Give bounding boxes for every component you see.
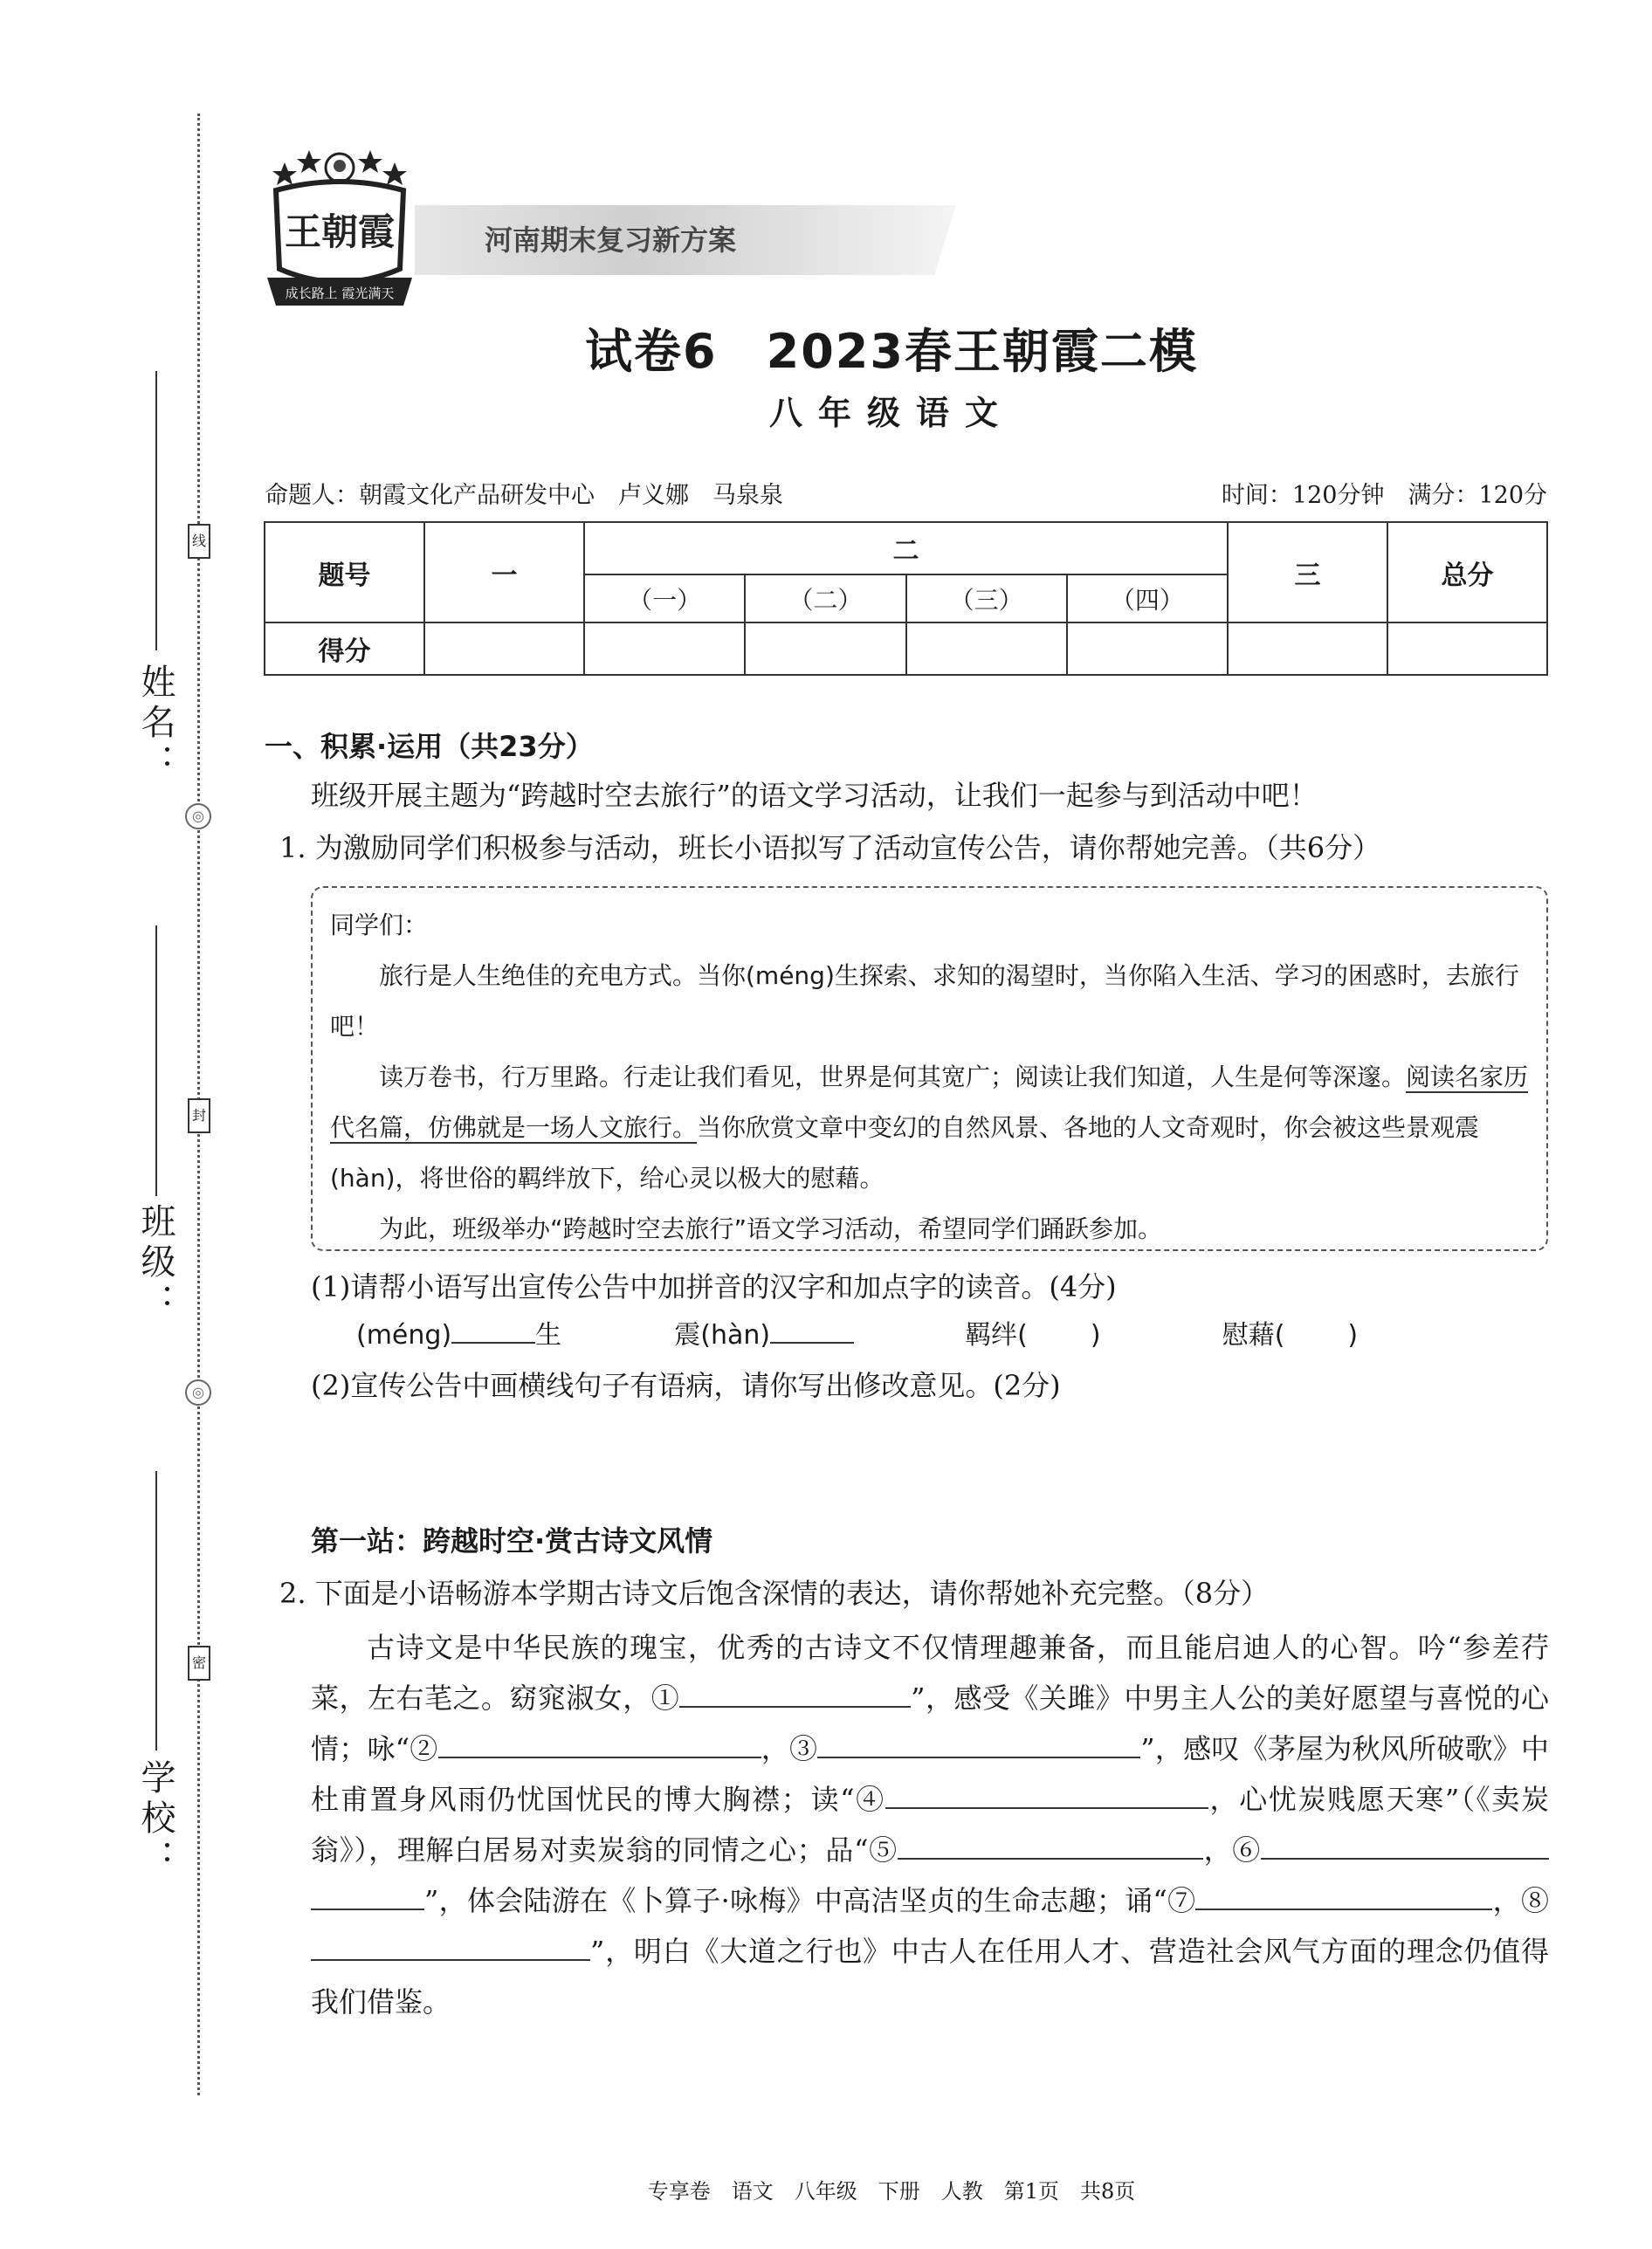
school-field-label: 学校： [135,1759,176,1880]
section1-intro: 班级开展主题为“跨越时空去旅行”的语文学习活动，让我们一起参与到活动中吧！ [311,779,1318,812]
svg-text:王朝霞: 王朝霞 [284,210,396,253]
score-cell[interactable] [745,622,905,675]
svg-text:成长路上 霞光满天: 成长路上 霞光满天 [285,285,395,301]
question-1: 1. 为激励同学们积极参与活动，班长小语拟写了活动宣传公告，请你帮她完善。（共6分） [279,831,1381,864]
notice-paragraph-3: 为此，班级举办“跨越时空去旅行”语文学习活动，希望同学们踊跃参加。 [379,1214,1163,1243]
question-2: 2. 下面是小语畅游本学期古诗文后饱含深情的表达，请你帮她补充完整。（8分） [279,1577,1270,1610]
class-field-label: 班级： [135,1203,176,1324]
total-header: 总分 [1387,522,1547,622]
score-cell[interactable] [906,622,1067,675]
seal-char-secret: 密 [188,1646,210,1681]
notice-box [311,886,1548,1251]
seal-coin-icon: ◎ [185,803,211,829]
banner-text: 河南期末复习新方案 [485,224,737,257]
score-cell[interactable] [424,622,584,675]
part1-header: 一 [424,522,584,622]
station1-heading: 第一站：跨越时空·赏古诗文风情 [311,1524,713,1558]
name-field-label: 姓名： [135,664,176,784]
page-title: 试卷6 2023春王朝霞二模 [585,324,1198,379]
question-2-body: 古诗文是中华民族的瑰宝，优秀的古诗文不仅情理趣兼备，而且能启迪人的心智。吟“参差荇菜，左右芼之。窈窕淑女，① ”，感受《关雎》中男主人公的美好愿望与喜悦的心情；咏“② ，③ ”，感叹《茅屋为秋风所破歌》中杜甫置身风雨仍忧国忧民的博大胸襟；读“④ ，心忧炭贱愿天寒”（《卖炭翁》），理解白居易对卖炭翁的同情之心；品“⑤ ，⑥”，体会陆游在《卜算子·咏梅》中高洁坚贞的生命志趣；诵“⑦ ，⑧”，明白《大道之行也》中古人在任用人才、营造社会风气方面的理念仍值得我们借鉴。 [311,1631,1549,2019]
blank-8[interactable] [311,1933,590,1961]
notice-paragraph-2: 读万卷书，行万里路。行走让我们看见，世界是何其宽广；阅读让我们知道，人生是何等深邃。阅读名家历代名篇，仿佛就是一场人文旅行。当你欣赏文章中变幻的自然风景、各地的人文奇观时，你会被这些景观震(hàn)，将世俗的羁绊放下，给心灵以极大的慰藉。 [330,1063,1529,1193]
question-1-1: (1)请帮小语写出宣传公告中加拼音的汉字和加点字的读音。(4分) [311,1270,1117,1303]
part2-sub-header: （二） [745,574,905,622]
part2-header: 二 [584,522,1228,574]
blank-6[interactable] [1261,1832,1549,1860]
blank-1[interactable] [679,1680,911,1708]
time-score-line: 时间：120分钟 满分：120分 [1221,482,1547,509]
blank-2[interactable] [438,1730,761,1758]
answer-blank[interactable] [770,1317,854,1344]
part2-sub-header: （一） [584,574,745,622]
notice-paragraph-1: 旅行是人生绝佳的充电方式。当你(méng)生探索、求知的渴望时，当你陷入生活、学习的困惑时，去旅行吧！ [330,961,1519,1041]
part2-sub-header: （四） [1067,574,1228,622]
score-cell[interactable] [1387,622,1547,675]
part3-header: 三 [1228,522,1387,622]
blank-7[interactable] [1195,1882,1492,1910]
page-footer: 专享卷 语文 八年级 下册 人教 第1页 共8页 [647,2179,1136,2204]
answer-blank[interactable] [451,1317,535,1344]
seal-coin-icon: ◎ [185,1379,211,1406]
wangzhaoxia-logo [264,147,416,317]
seal-char-line: 线 [188,524,210,559]
blank-5[interactable] [898,1832,1203,1860]
part2-sub-header: （三） [906,574,1067,622]
score-label: 得分 [265,622,424,675]
section1-heading: 一、积累·运用（共23分） [265,730,594,763]
underlined-sentence: 阅读名家历代名篇，仿佛就是一场人文旅行。 [330,1063,1529,1142]
question-1-2: (2)宣传公告中画横线句子有语病，请你写出修改意见。(2分) [311,1369,1061,1402]
class-field[interactable] [155,925,157,1196]
score-cell[interactable] [584,622,745,675]
blank-4[interactable] [885,1781,1208,1809]
seal-char-seal: 封 [188,1098,210,1133]
authors-line: 命题人：朝霞文化产品研发中心 卢义娜 马泉泉 [265,482,783,509]
row-label: 题号 [265,522,424,622]
score-cell[interactable] [1228,622,1387,675]
score-cell[interactable] [1067,622,1228,675]
page-subtitle: 八年级语文 [768,394,1014,432]
blank-3[interactable] [817,1730,1140,1758]
school-field[interactable] [155,1471,157,1750]
question-1-1-answers: (méng) 生 震(hàn) 羁绊( ) 慰藉( ) [356,1311,1544,1359]
score-table [264,521,1548,676]
notice-greeting: 同学们： [330,911,429,939]
